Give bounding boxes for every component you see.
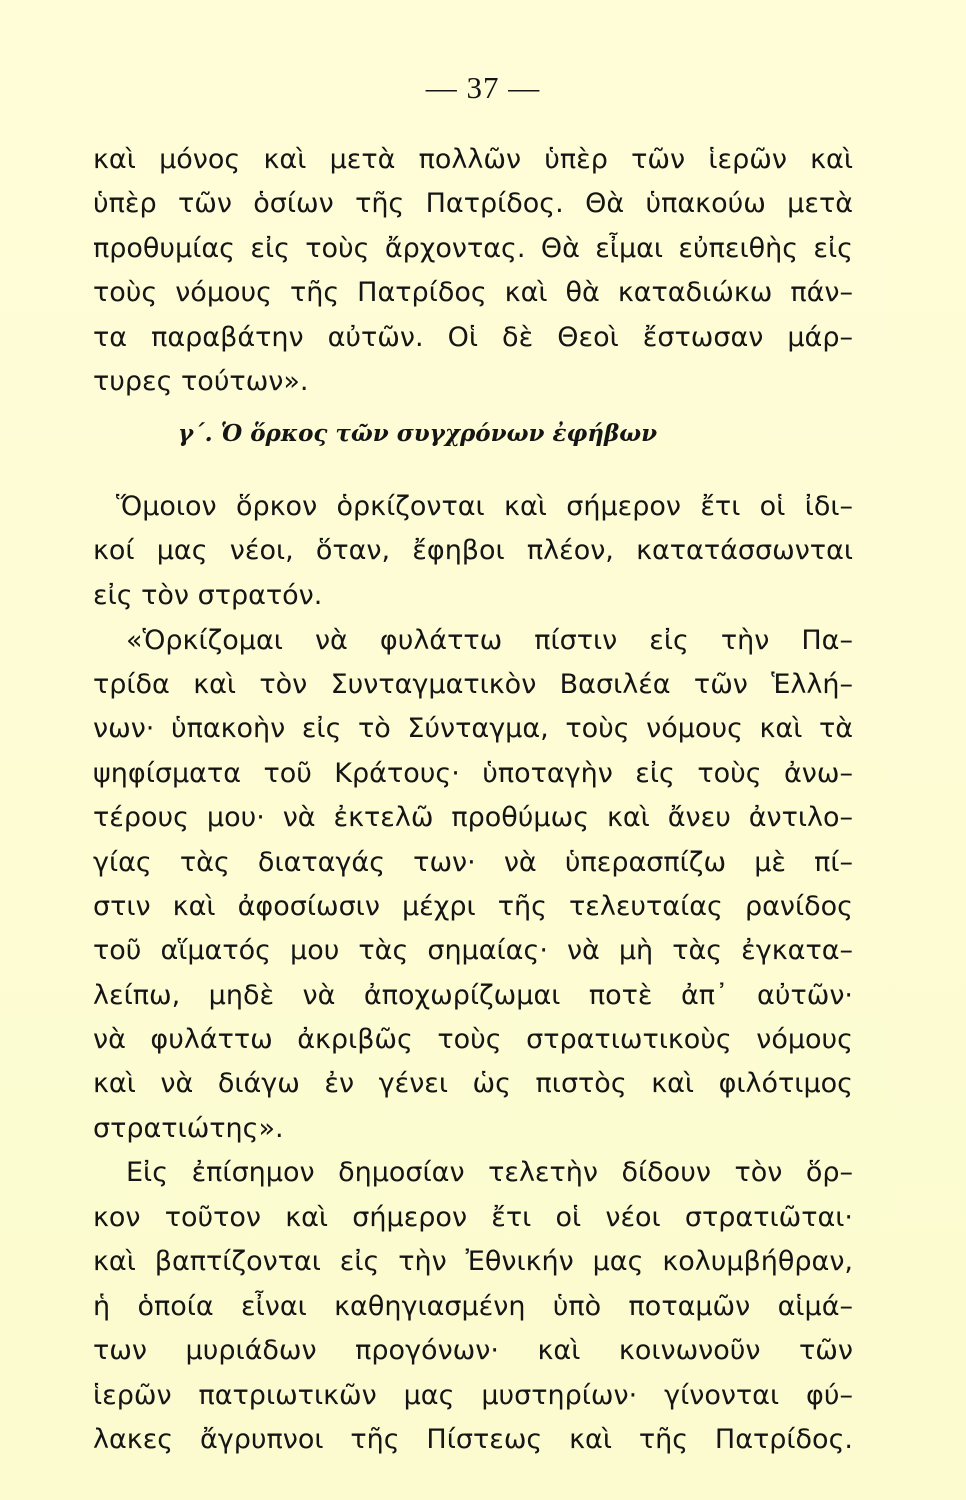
text-line: ἱερῶν πατριωτικῶν μας μυστηρίων· γίνονται φύ– (93, 1380, 853, 1411)
text-line: Ὅμοιον ὅρκον ὁρκίζονται καὶ σήμερον ἔτι οἱ ἰδι– (116, 491, 853, 522)
page-number: — 37 — (425, 70, 541, 105)
text-line: νὰ φυλάττω ἀκριβῶς τοὺς στρατιωτικοὺς νόμους (93, 1024, 853, 1055)
text-line: λακες ἄγρυπνοι τῆς Πίστεως καὶ τῆς Πατρίδος. (93, 1424, 853, 1455)
text-line: ἡ ὁποία εἶναι καθηγιασμένη ὑπὸ ποταμῶν αἱμά– (93, 1291, 853, 1322)
text-line: καὶ νὰ διάγω ἐν γένει ὡς πιστὸς καὶ φιλότιμος (93, 1068, 853, 1099)
text-line: Εἰς ἐπίσημον δημοσίαν τελετὴν δίδουν τὸν ὅρ– (126, 1157, 853, 1188)
text-line: καὶ μόνος καὶ μετὰ πολλῶν ὑπὲρ τῶν ἱερῶν καὶ (93, 144, 853, 175)
text-line: ψηφίσματα τοῦ Κράτους· ὑποταγὴν εἰς τοὺς ἀνω– (93, 758, 853, 789)
section-heading: γ΄. Ὁ ὅρκος τῶν συγχρόνων ἐφήβων (178, 420, 658, 447)
text-line: στιν καὶ ἀφοσίωσιν μέχρι τῆς τελευταίας ρανίδος (93, 891, 853, 922)
text-line: λείπω, μηδὲ νὰ ἀποχωρίζωμαι ποτὲ ἀπ᾽ αὐτῶν· (93, 980, 853, 1011)
text-line: τοῦ αἵματός μου τὰς σημαίας· νὰ μὴ τὰς ἐγκατα– (93, 935, 853, 966)
text-line: των μυριάδων προγόνων· καὶ κοινωνοῦν τῶν (93, 1335, 853, 1366)
text-line: γίας τὰς διαταγάς των· νὰ ὑπερασπίζω μὲ πί– (93, 847, 853, 878)
text-line: τα παραβάτην αὐτῶν. Οἱ δὲ Θεοὶ ἔστωσαν μάρ– (93, 322, 853, 353)
text-line: τέρους μου· νὰ ἐκτελῶ προθύμως καὶ ἄνευ ἀντιλο– (93, 802, 853, 833)
text-line: στρατιώτης». (93, 1113, 284, 1144)
text-line: «Ὁρκίζομαι νὰ φυλάττω πίστιν εἰς τὴν Πα– (126, 625, 853, 656)
text-line: κον τοῦτον καὶ σήμερον ἔτι οἱ νέοι στρατιῶται· (93, 1202, 853, 1233)
text-line: προθυμίας εἰς τοὺς ἄρχοντας. Θὰ εἶμαι εὐπειθὴς εἰς (93, 233, 853, 264)
text-line: τυρες τούτων». (93, 366, 309, 397)
text-line: ὑπὲρ τῶν ὁσίων τῆς Πατρίδος. Θὰ ὑπακούω μετὰ (93, 188, 853, 219)
text-line: τοὺς νόμους τῆς Πατρίδος καὶ θὰ καταδιώκω πάν– (93, 277, 853, 308)
text-line: κοί μας νέοι, ὅταν, ἔφηβοι πλέον, κατατάσσωνται (93, 535, 853, 566)
text-line: καὶ βαπτίζονται εἰς τὴν Ἐθνικήν μας κολυμβήθραν, (93, 1246, 853, 1277)
text-line: νων· ὑπακοὴν εἰς τὸ Σύνταγμα, τοὺς νόμους καὶ τὰ (93, 713, 853, 744)
text-line: εἰς τὸν στρατόν. (93, 580, 323, 611)
text-line: τρίδα καὶ τὸν Συνταγματικὸν Βασιλέα τῶν Ἑλλή– (93, 669, 853, 700)
